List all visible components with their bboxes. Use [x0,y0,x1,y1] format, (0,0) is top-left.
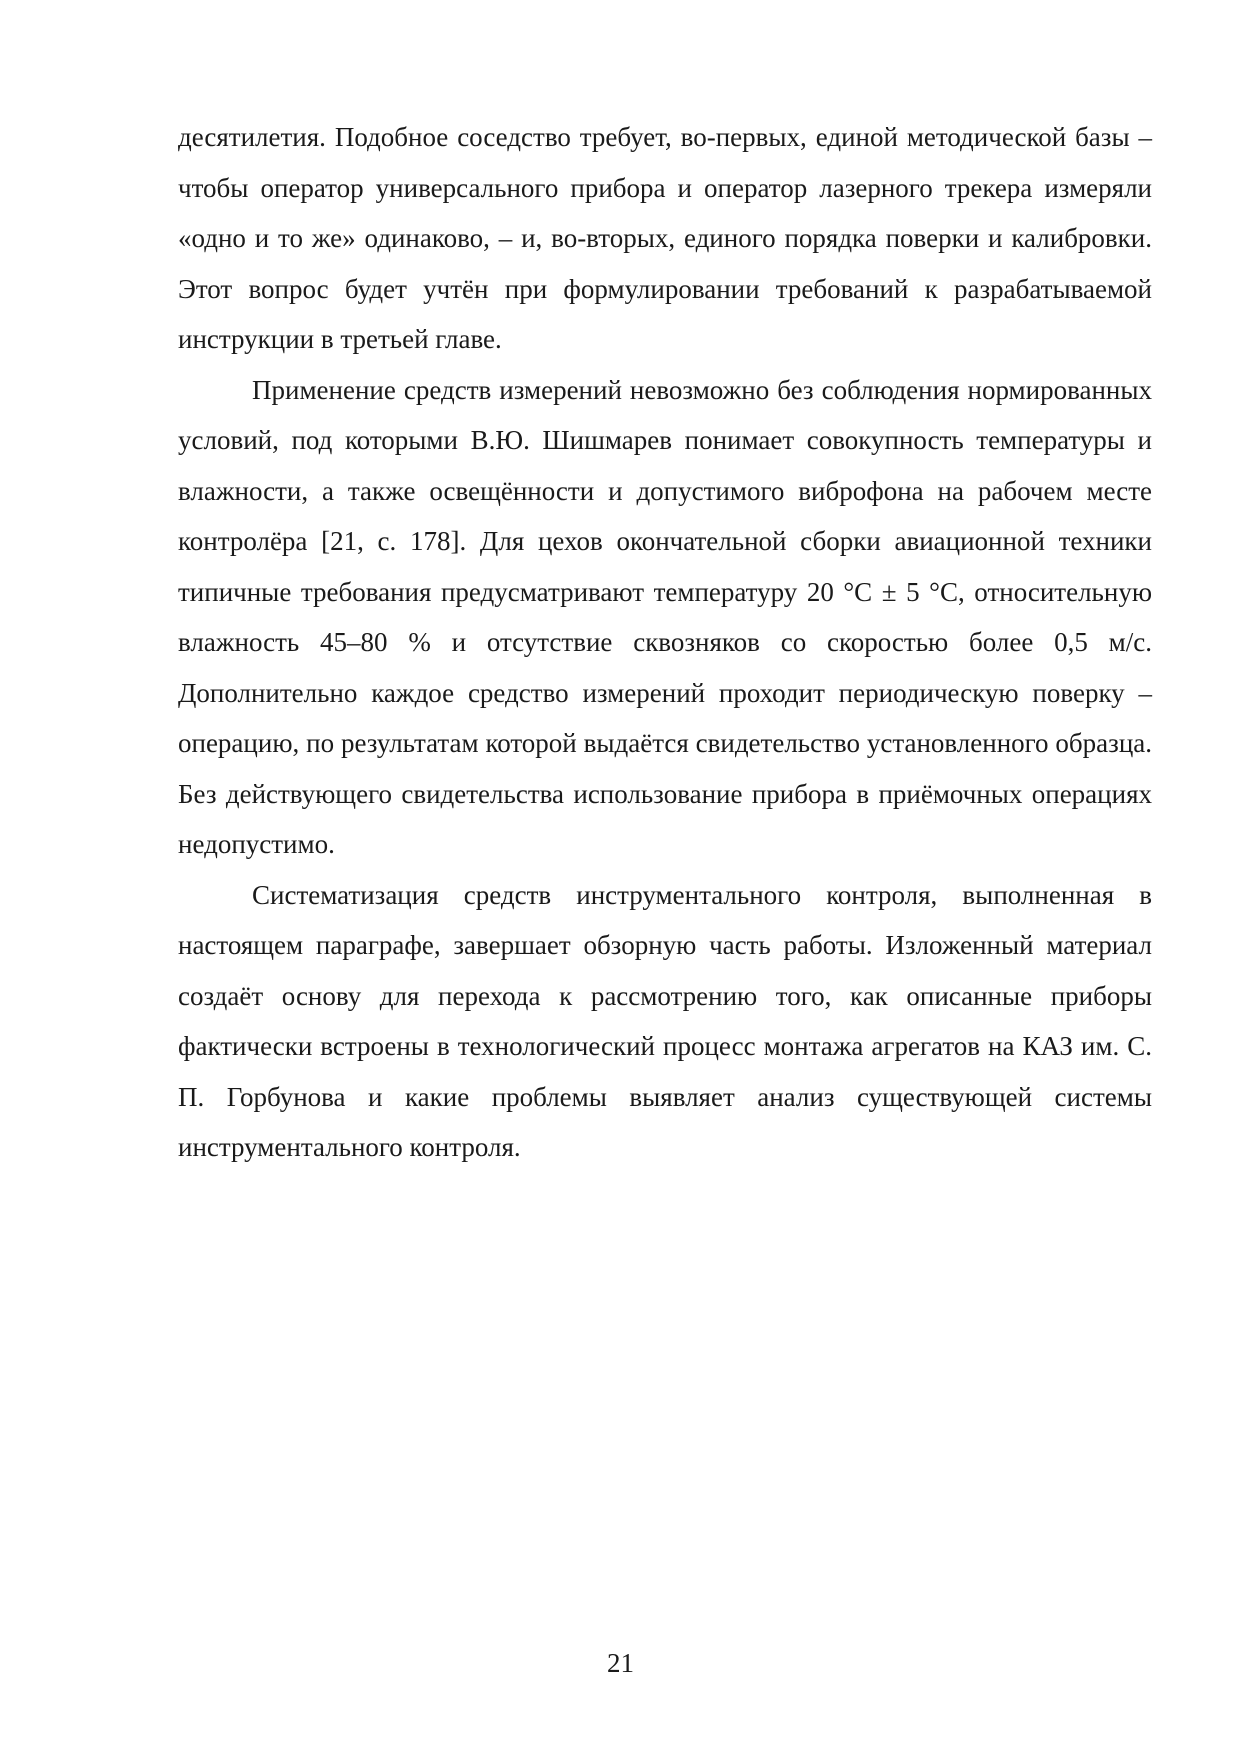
paragraph-1: десятилетия. Подобное соседство требует, во-первых, единой методической базы – чтобы оператор универсального прибора и оператор лазерного трекера измеряли «одно и то же» одинаково, – и, во-вторых, единого порядка поверки и калибровки. Этот вопрос будет учтён при формулировании требований к разрабатываемой инструкции в третьей главе. [178,122,1152,354]
page-number: 21 [607,1648,634,1678]
paragraph-2: Применение средств измерений невозможно без соблюдения нормированных условий, под которыми В.Ю. Шишмарев понимает совокупность температуры и влажности, а также освещённости и допустимого виброфона на рабочем месте контролёра [21, с. 178]. Для цехов окончательной сборки авиационной техники типичные требования предусматривают температуру 20 °С ± 5 °С, относительную влажность 45–80 % и отсутствие сквозняков со скоростью более 0,5 м/с. Дополнительно каждое средство измерений проходит периодическую поверку – операцию, по результатам которой выдаётся свидетельство установленного образца. Без действующего свидетельства использование прибора в приёмочных операциях недопустимо. [178,374,1152,859]
document-body [178,112,1152,1173]
paragraph-3: Систематизация средств инструментального контроля, выполненная в настоящем параграфе, завершает обзорную часть работы. Изложенный материал создаёт основу для перехода к рассмотрению того, как описанные приборы фактически встроены в технологический процесс монтажа агрегатов на КАЗ им. С. П. Горбунова и какие проблемы выявляет анализ существующей системы инструментального контроля. [178,879,1152,1162]
